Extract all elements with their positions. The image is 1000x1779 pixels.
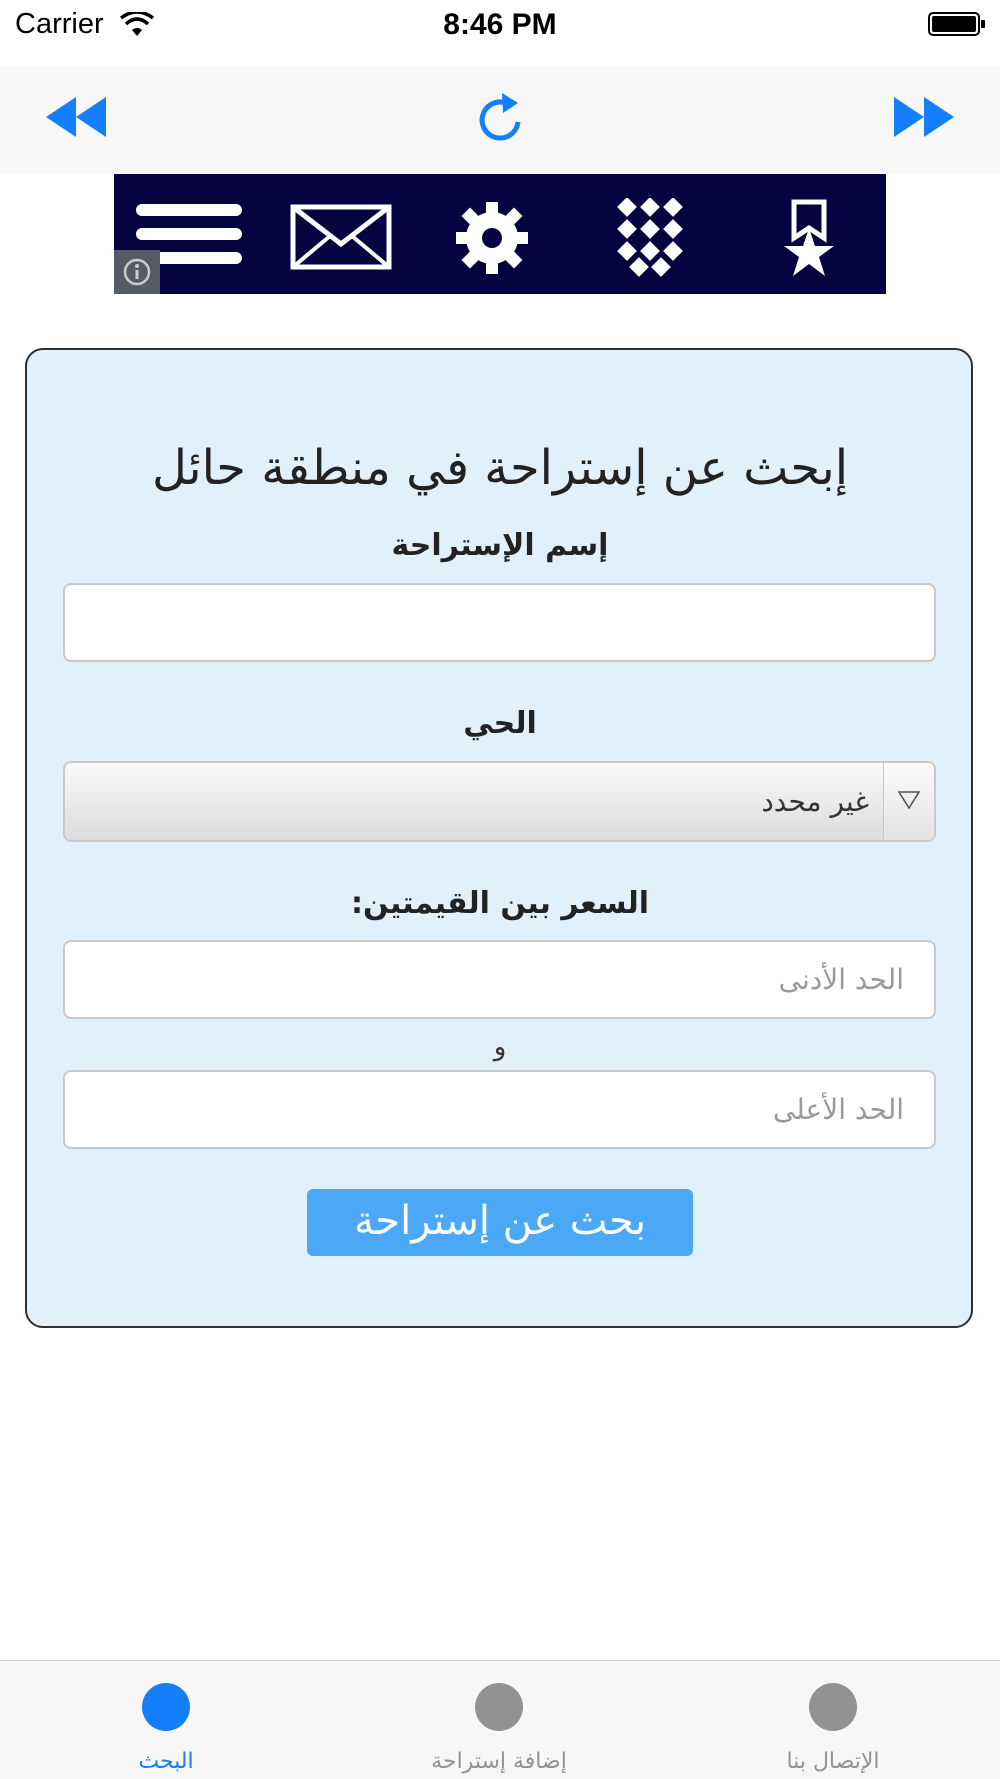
battery-icon <box>928 12 986 36</box>
search-tab-icon <box>142 1683 190 1731</box>
min-price-input[interactable]: الحد الأدنى <box>63 940 936 1019</box>
contact-tab-icon <box>809 1683 857 1731</box>
grid-icon <box>610 198 690 278</box>
bookmark-star-icon <box>782 198 836 278</box>
max-price-input[interactable]: الحد الأعلى <box>63 1070 936 1149</box>
status-bar <box>0 0 1000 50</box>
clock: 8:46 PM <box>443 8 557 41</box>
chevron-down-icon <box>898 791 920 809</box>
search-button[interactable]: بحث عن إستراحة <box>307 1189 693 1256</box>
tab-label: الإتصال بنا <box>786 1749 880 1774</box>
district-select[interactable] <box>63 761 936 842</box>
tab-label: إضافة إستراحة <box>431 1749 567 1774</box>
tab-label: البحث <box>138 1749 194 1774</box>
form-title: إبحث عن إستراحة في منطقة حائل <box>151 440 849 496</box>
gear-icon <box>454 200 530 276</box>
and-separator: و <box>493 1032 507 1062</box>
info-icon <box>123 258 151 286</box>
district-label: الحي <box>463 706 537 741</box>
name-label: إسم الإستراحة <box>391 528 609 563</box>
fast-forward-icon[interactable] <box>892 97 954 137</box>
tab-contact-us[interactable] <box>708 1683 958 1774</box>
dropdown-toggle[interactable] <box>883 763 934 840</box>
tab-bar <box>0 1660 1000 1779</box>
name-input[interactable] <box>63 583 936 662</box>
ad-info-button[interactable] <box>114 250 160 294</box>
ad-banner[interactable] <box>114 174 886 294</box>
rewind-icon[interactable] <box>46 97 108 137</box>
mail-icon <box>290 204 392 270</box>
district-selected-value: غير محدد <box>761 785 869 818</box>
add-tab-icon <box>475 1683 523 1731</box>
carrier-label: Carrier <box>15 8 104 40</box>
price-label: السعر بين القيمتين: <box>350 886 650 921</box>
refresh-icon[interactable] <box>474 92 528 146</box>
navigation-bar <box>0 67 1000 173</box>
tab-search[interactable] <box>41 1683 291 1774</box>
tab-add-rest-house[interactable] <box>374 1683 624 1774</box>
